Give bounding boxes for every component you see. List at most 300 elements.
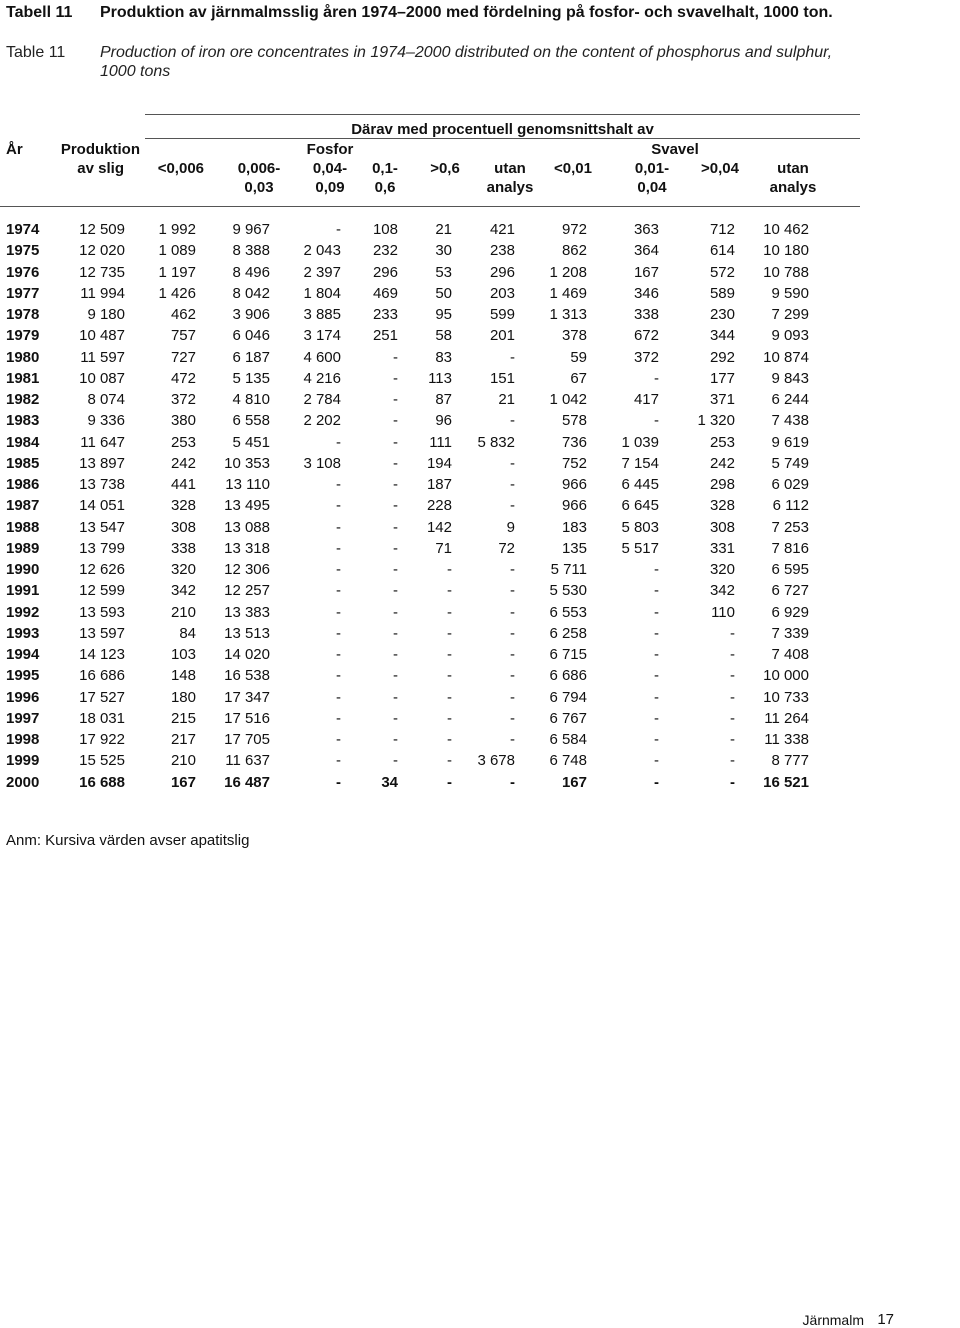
table-cell: 6 595 (771, 561, 809, 579)
table-cell: 215 (170, 709, 196, 727)
table-cell: 242 (709, 454, 735, 472)
table-cell: - (393, 731, 398, 749)
table-cell: 230 (709, 306, 735, 324)
table-cell: - (510, 731, 515, 749)
table-cell: - (510, 667, 515, 685)
table-cell: - (393, 497, 398, 515)
cell-year: 2000 (6, 773, 40, 791)
table-cell: - (510, 624, 515, 642)
table-cell: 95 (435, 306, 452, 324)
table-cell: - (510, 412, 515, 430)
table-cell: 14 051 (79, 497, 125, 515)
table-cell: 10 874 (763, 348, 809, 366)
table-cell: 21 (498, 391, 515, 409)
table-cell: 1 197 (158, 263, 196, 281)
table-cell: 578 (561, 412, 587, 430)
caption-en-label: Table 11 (6, 44, 66, 61)
table-cell: 4 216 (303, 369, 341, 387)
table-cell: 13 897 (79, 454, 125, 472)
table-cell: 6 584 (549, 731, 587, 749)
table-cell: - (510, 454, 515, 472)
table-cell: 21 (435, 221, 452, 239)
table-cell: 71 (435, 539, 452, 557)
table-cell: 14 123 (79, 646, 125, 664)
cell-year: 1991 (6, 582, 40, 600)
table-cell: 3 906 (232, 306, 270, 324)
table-cell: 13 513 (224, 624, 270, 642)
table-cell: 180 (170, 688, 196, 706)
table-cell: 242 (170, 454, 196, 472)
table-cell: 6 645 (621, 497, 659, 515)
cell-year: 1990 (6, 561, 40, 579)
header-production-line2: av slig (77, 160, 124, 177)
header-p-0006-line2: 0,03 (244, 179, 274, 196)
table-cell: - (730, 709, 735, 727)
table-cell: - (654, 369, 659, 387)
header-p-0006-line1: 0,006- (237, 160, 281, 177)
table-cell: - (393, 624, 398, 642)
table-cell: 342 (170, 582, 196, 600)
table-cell: 13 799 (79, 539, 125, 557)
table-cell: - (510, 476, 515, 494)
table-row (6, 772, 809, 793)
table-cell: 9 843 (771, 369, 809, 387)
table-cell: 12 306 (224, 561, 270, 579)
table-cell: 672 (633, 327, 659, 345)
table-cell: - (730, 624, 735, 642)
cell-year: 1981 (6, 369, 40, 387)
table-cell: 5 530 (549, 582, 587, 600)
table-cell: 10 487 (79, 327, 125, 345)
table-cell: 201 (489, 327, 515, 345)
table-cell: 96 (435, 412, 452, 430)
header-p-004-line1: 0,04- (312, 160, 348, 177)
table-cell: 7 408 (771, 646, 809, 664)
table-cell: 7 816 (771, 539, 809, 557)
table-row (6, 410, 809, 431)
table-cell: 17 516 (224, 709, 270, 727)
table-cell: - (447, 752, 452, 770)
table-cell: - (730, 752, 735, 770)
table-row (6, 219, 809, 240)
table-cell: - (654, 561, 659, 579)
table-cell: - (730, 731, 735, 749)
table-cell: 462 (170, 306, 196, 324)
table-cell: 589 (709, 284, 735, 302)
cell-year: 1983 (6, 412, 40, 430)
table-cell: 59 (570, 348, 587, 366)
header-bottom-rule (0, 206, 860, 207)
table-cell: 1 992 (158, 221, 196, 239)
table-cell: 13 383 (224, 603, 270, 621)
table-cell: - (336, 709, 341, 727)
table-cell: 308 (709, 518, 735, 536)
table-cell: 6 767 (549, 709, 587, 727)
cell-year: 1993 (6, 624, 40, 642)
cell-year: 1998 (6, 731, 40, 749)
table-cell: 13 088 (224, 518, 270, 536)
table-cell: 5 803 (621, 518, 659, 536)
header-p-utan-line1: utan (494, 160, 526, 177)
table-cell: 292 (709, 348, 735, 366)
table-cell: - (447, 731, 452, 749)
header-p-utan-line2: analys (486, 179, 534, 196)
table-cell: 7 154 (621, 454, 659, 472)
table-cell: 1 320 (697, 412, 735, 430)
table-cell: 7 339 (771, 624, 809, 642)
table-row (6, 729, 809, 750)
table-cell: 15 525 (79, 752, 125, 770)
table-cell: 331 (709, 539, 735, 557)
header-group: Därav med procentuell genomsnittshalt av (351, 121, 654, 138)
table-cell: 13 597 (79, 624, 125, 642)
table-cell: 13 495 (224, 497, 270, 515)
table-cell: 12 020 (79, 242, 125, 260)
table-cell: 8 388 (232, 242, 270, 260)
header-s-lt001: <0,01 (554, 160, 592, 177)
caption-sv-label: Tabell 11 (6, 4, 73, 21)
table-cell: 6 445 (621, 476, 659, 494)
header-production-line1: Produktion (60, 141, 140, 158)
table-cell: 2 202 (303, 412, 341, 430)
footer-page-number: 17 (877, 1311, 894, 1328)
table-cell: 5 135 (232, 369, 270, 387)
table-cell: 338 (170, 539, 196, 557)
table-cell: 5 749 (771, 454, 809, 472)
table-cell: 9 967 (232, 221, 270, 239)
table-cell: 53 (435, 263, 452, 281)
table-cell: - (654, 709, 659, 727)
table-body (6, 219, 809, 793)
table-cell: - (654, 412, 659, 430)
table-cell: 364 (633, 242, 659, 260)
table-cell: 363 (633, 221, 659, 239)
table-cell: 6 244 (771, 391, 809, 409)
table-row (6, 665, 809, 686)
table-cell: 87 (435, 391, 452, 409)
table-cell: 371 (709, 391, 735, 409)
table-cell: 17 527 (79, 688, 125, 706)
table-cell: 862 (561, 242, 587, 260)
table-cell: - (510, 773, 515, 791)
table-cell: 103 (170, 646, 196, 664)
table-cell: - (654, 582, 659, 600)
header-s-gt004: >0,04 (701, 160, 739, 177)
header-s-001-line2: 0,04 (637, 179, 667, 196)
table-cell: - (447, 709, 452, 727)
table-cell: 111 (429, 433, 452, 451)
table-cell: 8 777 (771, 752, 809, 770)
table-cell: 9 336 (87, 412, 125, 430)
table-cell: - (730, 688, 735, 706)
caption-sv-title: Produktion av järnmalmsslig åren 1974–2000 med fördelning på fosfor- och svavelhalt, 1000 ton. (100, 4, 833, 21)
table-row (6, 687, 809, 708)
table-cell: - (393, 603, 398, 621)
table-cell: 308 (170, 518, 196, 536)
table-cell: 342 (709, 582, 735, 600)
table-cell: 972 (561, 221, 587, 239)
table-cell: - (654, 688, 659, 706)
table-cell: 3 885 (303, 306, 341, 324)
table-cell: 1 469 (549, 284, 587, 302)
table-cell: 83 (435, 348, 452, 366)
table-cell: 9 093 (771, 327, 809, 345)
table-cell: 320 (170, 561, 196, 579)
table-cell: 6 553 (549, 603, 587, 621)
table-cell: - (730, 773, 735, 791)
table-cell: 13 110 (225, 476, 270, 494)
cell-year: 1980 (6, 348, 40, 366)
table-cell: - (393, 709, 398, 727)
table-cell: 12 735 (79, 263, 125, 281)
table-cell: 72 (498, 539, 515, 557)
table-cell: - (336, 561, 341, 579)
table-cell: 142 (426, 518, 452, 536)
table-cell: 296 (372, 263, 398, 281)
table-cell: 12 509 (79, 221, 125, 239)
cell-year: 1987 (6, 497, 40, 515)
table-cell: 10 733 (763, 688, 809, 706)
footer-section-name: Järnmalm (802, 1312, 864, 1328)
table-cell: 712 (709, 221, 735, 239)
table-cell: 3 108 (303, 454, 341, 472)
table-cell: 232 (372, 242, 398, 260)
table-cell: - (336, 603, 341, 621)
table-cell: 7 299 (771, 306, 809, 324)
table-cell: - (336, 539, 341, 557)
table-cell: - (393, 582, 398, 600)
table-cell: 469 (372, 284, 398, 302)
table-cell: - (447, 688, 452, 706)
table-cell: - (393, 518, 398, 536)
cell-year: 1995 (6, 667, 40, 685)
table-cell: 5 832 (477, 433, 515, 451)
table-cell: - (336, 773, 341, 791)
table-row (6, 453, 809, 474)
table-cell: 6 748 (549, 752, 587, 770)
table-cell: 599 (489, 306, 515, 324)
header-s-001-line1: 0,01- (634, 160, 670, 177)
table-cell: - (447, 561, 452, 579)
table-cell: 328 (709, 497, 735, 515)
header-fosfor: Fosfor (306, 141, 354, 158)
table-cell: 5 451 (232, 433, 270, 451)
table-row (6, 325, 809, 346)
table-cell: - (336, 518, 341, 536)
table-cell: - (654, 752, 659, 770)
table-cell: 251 (372, 327, 398, 345)
table-cell: 3 174 (303, 327, 341, 345)
cell-year: 1978 (6, 306, 40, 324)
table-cell: - (654, 646, 659, 664)
table-cell: 5 517 (621, 539, 659, 557)
table-cell: 167 (561, 773, 587, 791)
table-cell: 167 (170, 773, 196, 791)
table-cell: - (393, 646, 398, 664)
table-cell: - (393, 667, 398, 685)
table-cell: 9 180 (87, 306, 125, 324)
table-row (6, 432, 809, 453)
table-row (6, 368, 809, 389)
table-cell: 34 (381, 773, 398, 791)
table-cell: 203 (489, 284, 515, 302)
table-cell: 9 619 (771, 433, 809, 451)
table-cell: - (510, 709, 515, 727)
table-cell: 417 (633, 391, 659, 409)
header-s-utan-line1: utan (777, 160, 809, 177)
table-cell: 12 257 (224, 582, 270, 600)
table-cell: - (393, 476, 398, 494)
table-cell: - (654, 731, 659, 749)
table-cell: - (336, 476, 341, 494)
table-cell: 253 (170, 433, 196, 451)
table-cell: - (393, 539, 398, 557)
table-cell: 380 (170, 412, 196, 430)
table-cell: 2 043 (303, 242, 341, 260)
table-cell: 6 046 (232, 327, 270, 345)
table-cell: 16 521 (763, 773, 809, 791)
table-cell: 58 (435, 327, 452, 345)
header-s-utan-line2: analys (769, 179, 817, 196)
table-cell: 10 353 (224, 454, 270, 472)
table-cell: 6 727 (771, 582, 809, 600)
table-cell: - (336, 731, 341, 749)
table-cell: 320 (709, 561, 735, 579)
table-cell: 6 794 (549, 688, 587, 706)
table-cell: - (336, 497, 341, 515)
table-cell: 614 (709, 242, 735, 260)
table-cell: 7 253 (771, 518, 809, 536)
table-cell: 16 538 (224, 667, 270, 685)
table-cell: 17 347 (224, 688, 270, 706)
table-cell: 233 (372, 306, 398, 324)
table-row (6, 559, 809, 580)
table-cell: 11 647 (80, 433, 125, 451)
table-cell: - (510, 497, 515, 515)
table-cell: 6 686 (549, 667, 587, 685)
table-cell: 344 (709, 327, 735, 345)
table-row (6, 262, 809, 283)
cell-year: 1985 (6, 454, 40, 472)
table-cell: 187 (426, 476, 452, 494)
data-table (6, 219, 809, 793)
table-cell: - (510, 561, 515, 579)
table-cell: 1 042 (549, 391, 587, 409)
table-cell: 217 (170, 731, 196, 749)
cell-year: 1986 (6, 476, 40, 494)
header-svavel: Svavel (651, 141, 699, 158)
table-cell: - (393, 561, 398, 579)
table-cell: 346 (633, 284, 659, 302)
table-cell: 16 487 (224, 773, 270, 791)
table-row (6, 580, 809, 601)
table-cell: 727 (170, 348, 196, 366)
table-cell: 228 (426, 497, 452, 515)
table-row (6, 304, 809, 325)
table-cell: - (393, 752, 398, 770)
table-cell: - (336, 221, 341, 239)
table-cell: - (447, 667, 452, 685)
table-cell: 10 788 (763, 263, 809, 281)
table-cell: - (654, 773, 659, 791)
table-row (6, 602, 809, 623)
header-p-gt06: >0,6 (430, 160, 460, 177)
table-cell: 108 (372, 221, 398, 239)
table-row (6, 750, 809, 771)
table-cell: 9 (506, 518, 515, 536)
table-cell: 30 (435, 242, 452, 260)
table-row (6, 389, 809, 410)
table-cell: - (393, 433, 398, 451)
table-cell: 11 637 (225, 752, 270, 770)
cell-year: 1997 (6, 709, 40, 727)
table-cell: 4 810 (232, 391, 270, 409)
table-cell: - (510, 646, 515, 664)
table-cell: 9 590 (771, 284, 809, 302)
table-cell: - (336, 646, 341, 664)
table-cell: 183 (561, 518, 587, 536)
table-cell: 194 (426, 454, 452, 472)
table-cell: - (393, 412, 398, 430)
table-cell: 110 (711, 603, 735, 621)
table-cell: - (447, 646, 452, 664)
table-cell: 1 426 (158, 284, 196, 302)
table-cell: 7 438 (771, 412, 809, 430)
table-cell: - (447, 773, 452, 791)
header-p-lt0006: <0,006 (157, 160, 204, 177)
table-cell: 6 558 (232, 412, 270, 430)
table-cell: 238 (489, 242, 515, 260)
table-row (6, 644, 809, 665)
cell-year: 1974 (6, 221, 40, 239)
footnote: Anm: Kursiva värden avser apatitslig (6, 832, 250, 849)
table-cell: - (336, 582, 341, 600)
table-cell: 11 338 (764, 731, 809, 749)
table-cell: 421 (489, 221, 515, 239)
table-cell: 441 (170, 476, 196, 494)
table-cell: 6 187 (232, 348, 270, 366)
table-cell: 5 711 (550, 561, 587, 579)
table-row (6, 474, 809, 495)
table-cell: 151 (489, 369, 515, 387)
table-cell: 11 994 (80, 284, 125, 302)
table-cell: 6 029 (771, 476, 809, 494)
header-p-01-line2: 0,6 (374, 179, 396, 196)
table-cell: 6 929 (771, 603, 809, 621)
table-cell: 752 (561, 454, 587, 472)
table-cell: 372 (633, 348, 659, 366)
table-cell: 2 397 (303, 263, 341, 281)
table-cell: 296 (489, 263, 515, 281)
table-cell: 253 (709, 433, 735, 451)
table-cell: 113 (428, 369, 452, 387)
table-cell: 6 258 (549, 624, 587, 642)
table-row (6, 517, 809, 538)
table-cell: 67 (570, 369, 587, 387)
table-cell: 13 318 (224, 539, 270, 557)
table-cell: - (447, 624, 452, 642)
cell-year: 1984 (6, 433, 40, 451)
cell-year: 1994 (6, 646, 40, 664)
table-row (6, 283, 809, 304)
table-cell: 10 000 (763, 667, 809, 685)
table-cell: 1 039 (621, 433, 659, 451)
cell-year: 1979 (6, 327, 40, 345)
table-cell: - (730, 667, 735, 685)
table-cell: 177 (709, 369, 735, 387)
cell-year: 1996 (6, 688, 40, 706)
table-cell: - (336, 433, 341, 451)
